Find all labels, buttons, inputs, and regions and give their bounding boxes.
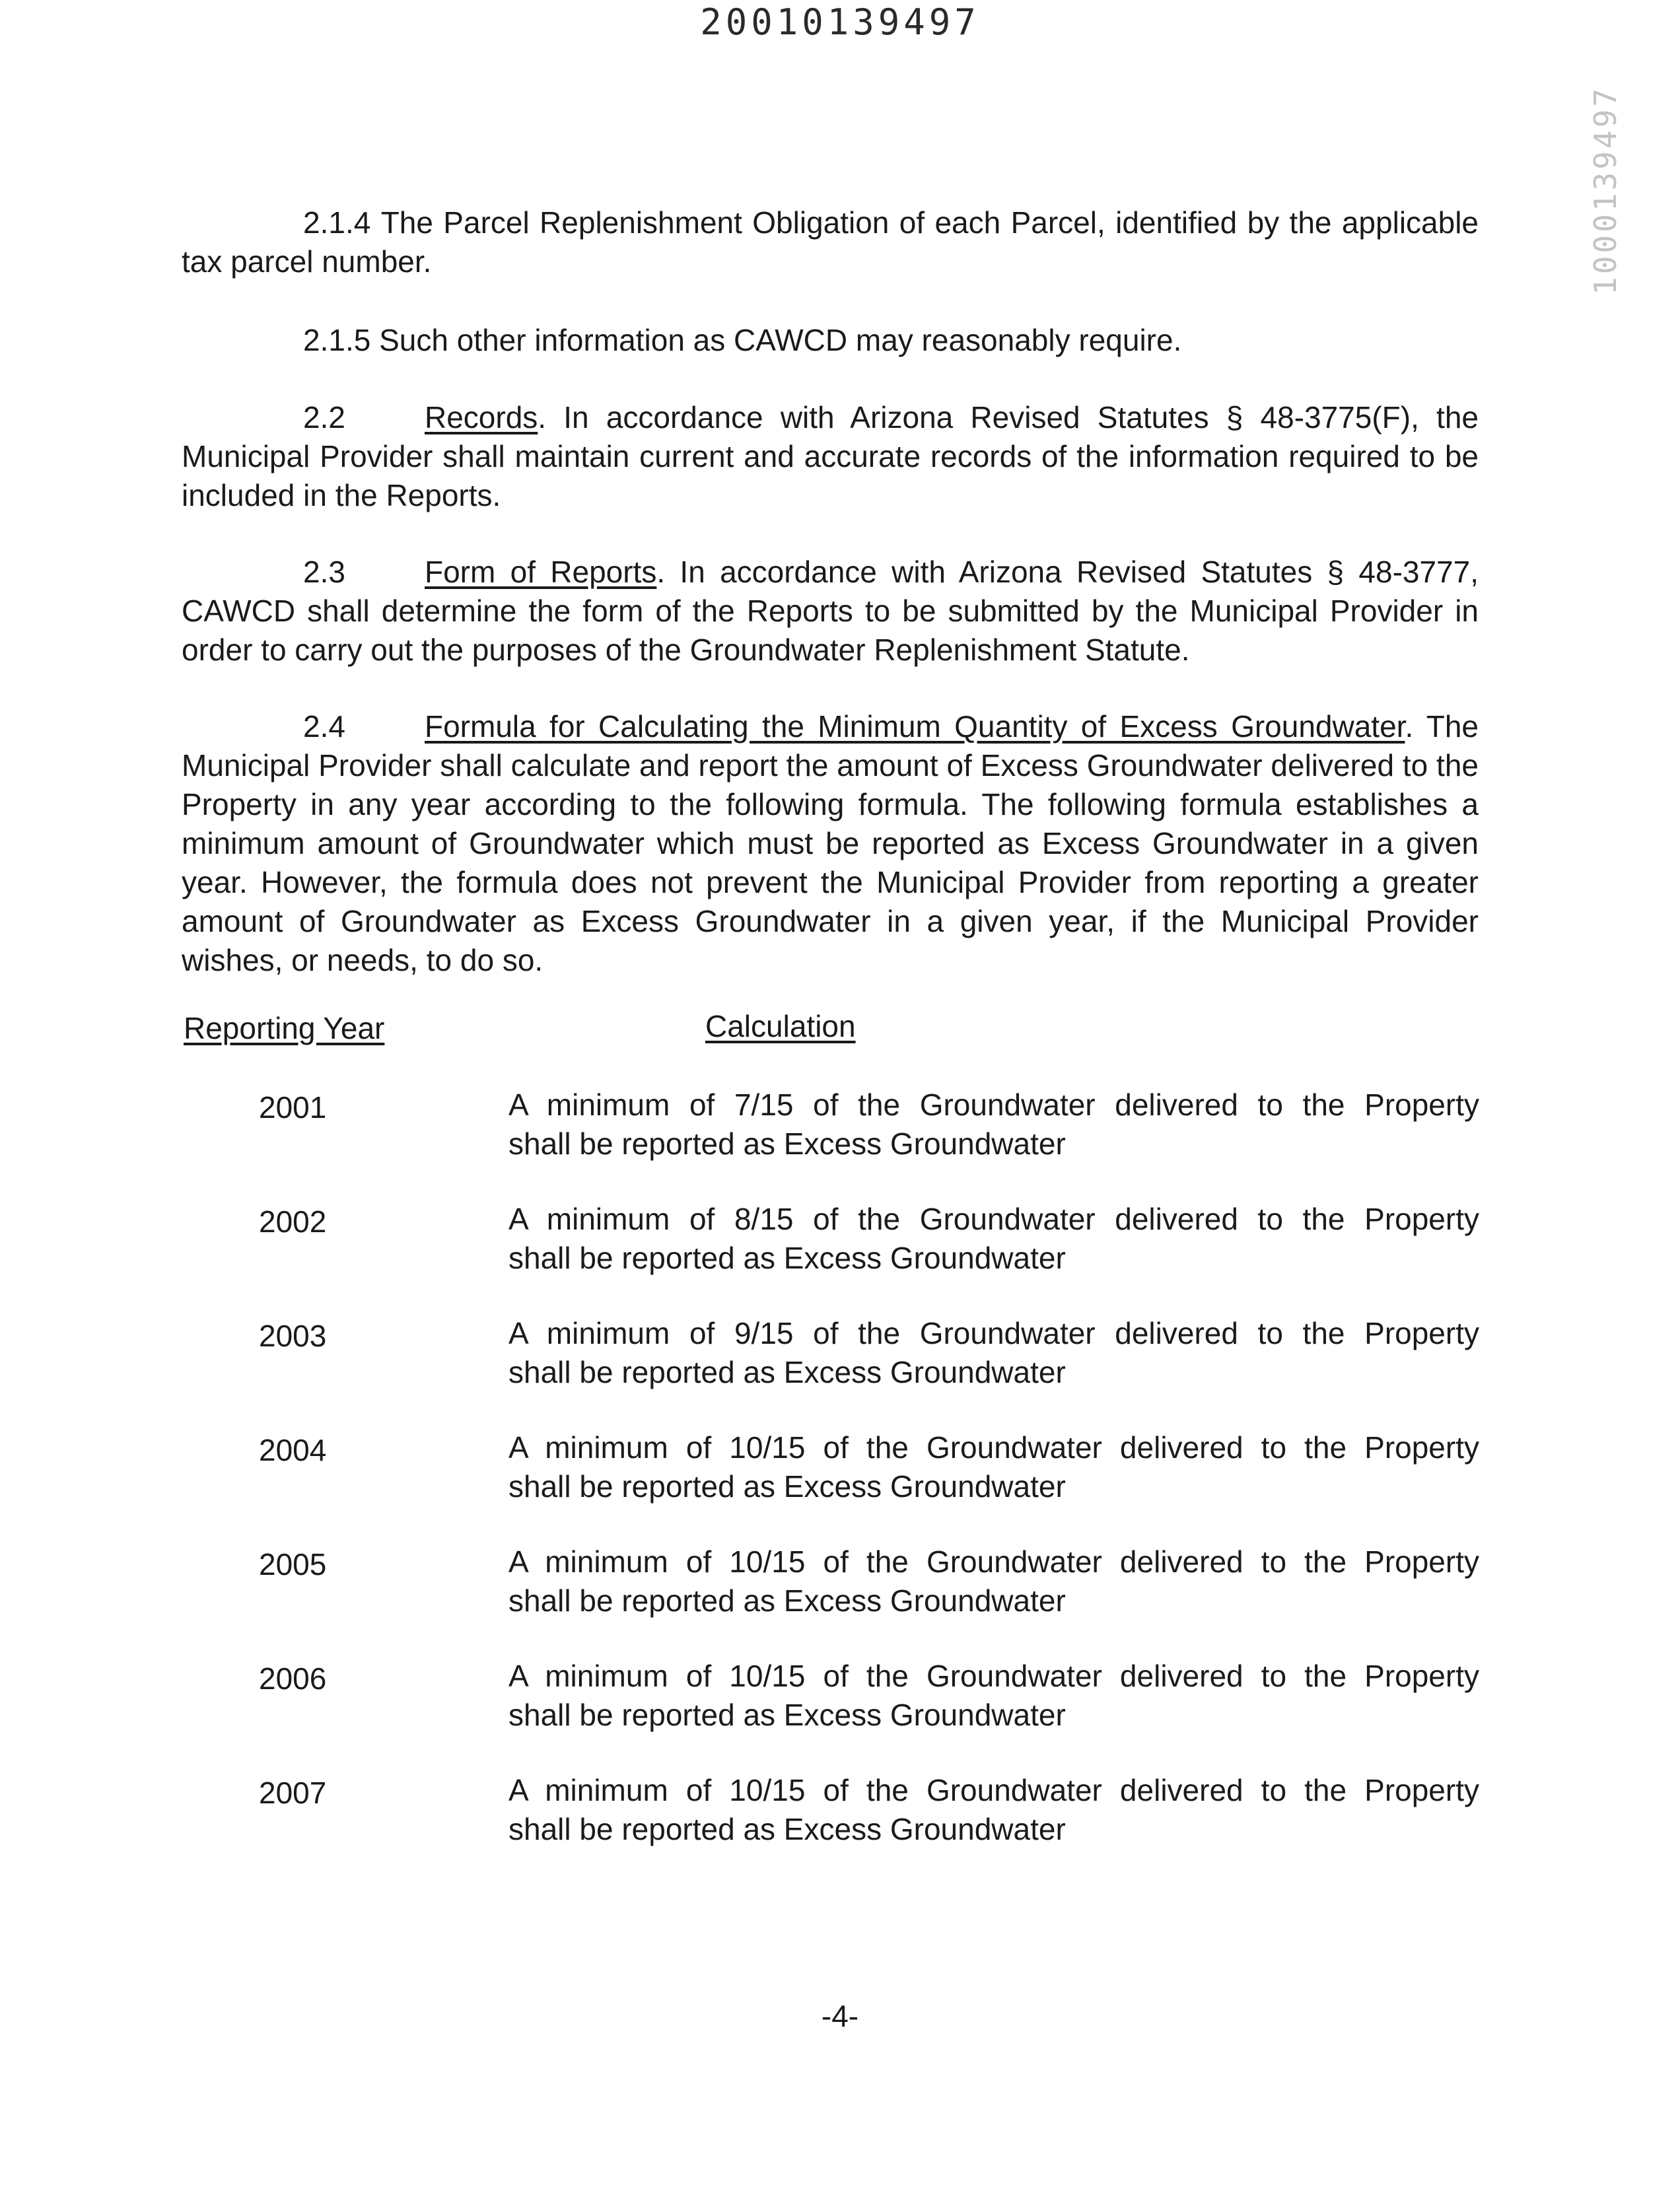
calculation-line-2: shall be reported as Excess Groundwater bbox=[508, 1812, 1066, 1846]
paragraph-text: . The Municipal Provider shall calculate and report the amount of Excess Groundwater delivered to the Property in any year according to the following formula. The following formula establishes a minimum amount of Groundwater which must be reported as Excess Groundwater in a given year. However, the formula does not prevent the Municipal Provider from reporting a greater amount of Groundwater as Excess Groundwater in a given year, if the Municipal Provider wishes, or needs, to do so. bbox=[182, 709, 1479, 977]
paragraph-2-1-5 bbox=[182, 321, 1479, 360]
table-row-year: 2002 bbox=[259, 1204, 327, 1239]
calculation-line-2: shall be reported as Excess Groundwater bbox=[508, 1698, 1066, 1732]
paragraph-text: . In accordance with Arizona Revised Statutes § 48-3777, CAWCD shall determine the form of the Reports to be submitted by the Municipal Provider in order to carry out the purposes of the Groundwater Replenishment Statute. bbox=[182, 555, 1479, 667]
column-header-calculation: Calculation bbox=[705, 1009, 856, 1043]
section-number: 2.1.5 bbox=[303, 323, 371, 357]
calculation-line-1: A minimum of 9/15 of the Groundwater delivered to the Property bbox=[508, 1316, 1479, 1350]
side-stamp bbox=[1576, 86, 1628, 304]
calculation-line-2: shall be reported as Excess Groundwater bbox=[508, 1127, 1066, 1161]
section-heading: Records bbox=[425, 400, 538, 434]
table-row-year: 2004 bbox=[259, 1433, 327, 1467]
paragraph-2-1-4 bbox=[182, 203, 1479, 281]
section-number: 2.1.4 bbox=[303, 205, 371, 240]
table-row-calculation bbox=[508, 1543, 1479, 1620]
section-heading: Form of Reports bbox=[425, 555, 657, 589]
table-row-calculation bbox=[508, 1314, 1479, 1392]
calculation-line-2: shall be reported as Excess Groundwater bbox=[508, 1241, 1066, 1275]
table-row-calculation bbox=[508, 1086, 1479, 1163]
paragraph-text: Such other information as CAWCD may reasonably require. bbox=[379, 323, 1182, 357]
section-number: 2.4 bbox=[303, 709, 345, 744]
calculation-line-1: A minimum of 10/15 of the Groundwater delivered to the Property bbox=[508, 1659, 1479, 1693]
table-row-calculation bbox=[508, 1657, 1479, 1735]
calculation-line-1: A minimum of 10/15 of the Groundwater delivered to the Property bbox=[508, 1430, 1479, 1465]
paragraph-2-4 bbox=[182, 707, 1479, 980]
calculation-line-1: A minimum of 10/15 of the Groundwater delivered to the Property bbox=[508, 1545, 1479, 1579]
section-number: 2.3 bbox=[303, 555, 345, 589]
calculation-line-1: A minimum of 10/15 of the Groundwater delivered to the Property bbox=[508, 1773, 1479, 1807]
paragraph-2-2 bbox=[182, 398, 1479, 515]
paragraph-text: . In accordance with Arizona Revised Statutes § 48-3775(F), the Municipal Provider shall maintain current and accurate records of the information required to be included in the Reports. bbox=[182, 400, 1479, 512]
section-number: 2.2 bbox=[303, 400, 345, 434]
paragraph-2-3 bbox=[182, 553, 1479, 670]
document-number: 20010139497 bbox=[700, 1, 980, 43]
column-header-reporting-year: Reporting Year bbox=[184, 1011, 385, 1045]
table-row-calculation bbox=[508, 1200, 1479, 1278]
calculation-line-2: shall be reported as Excess Groundwater bbox=[508, 1355, 1066, 1389]
section-heading: Formula for Calculating the Minimum Quantity of Excess Groundwater bbox=[425, 709, 1405, 744]
paragraph-text: The Parcel Replenishment Obligation of each Parcel, identified by the applicable tax parcel number. bbox=[182, 205, 1479, 279]
calculation-line-2: shall be reported as Excess Groundwater bbox=[508, 1583, 1066, 1618]
table-row-year: 2007 bbox=[259, 1776, 327, 1810]
calculation-line-1: A minimum of 7/15 of the Groundwater delivered to the Property bbox=[508, 1088, 1479, 1122]
table-row-calculation bbox=[508, 1428, 1479, 1506]
table-row-year: 2001 bbox=[259, 1090, 327, 1125]
calculation-line-1: A minimum of 8/15 of the Groundwater delivered to the Property bbox=[508, 1202, 1479, 1236]
table-row-year: 2003 bbox=[259, 1319, 327, 1353]
table-row-year: 2006 bbox=[259, 1661, 327, 1696]
page-number: -4- bbox=[821, 1999, 859, 2033]
table-row-year: 2005 bbox=[259, 1547, 327, 1581]
calculation-line-2: shall be reported as Excess Groundwater bbox=[508, 1469, 1066, 1504]
side-stamp-text: 1000139497 bbox=[1588, 86, 1623, 295]
table-row-calculation bbox=[508, 1771, 1479, 1849]
